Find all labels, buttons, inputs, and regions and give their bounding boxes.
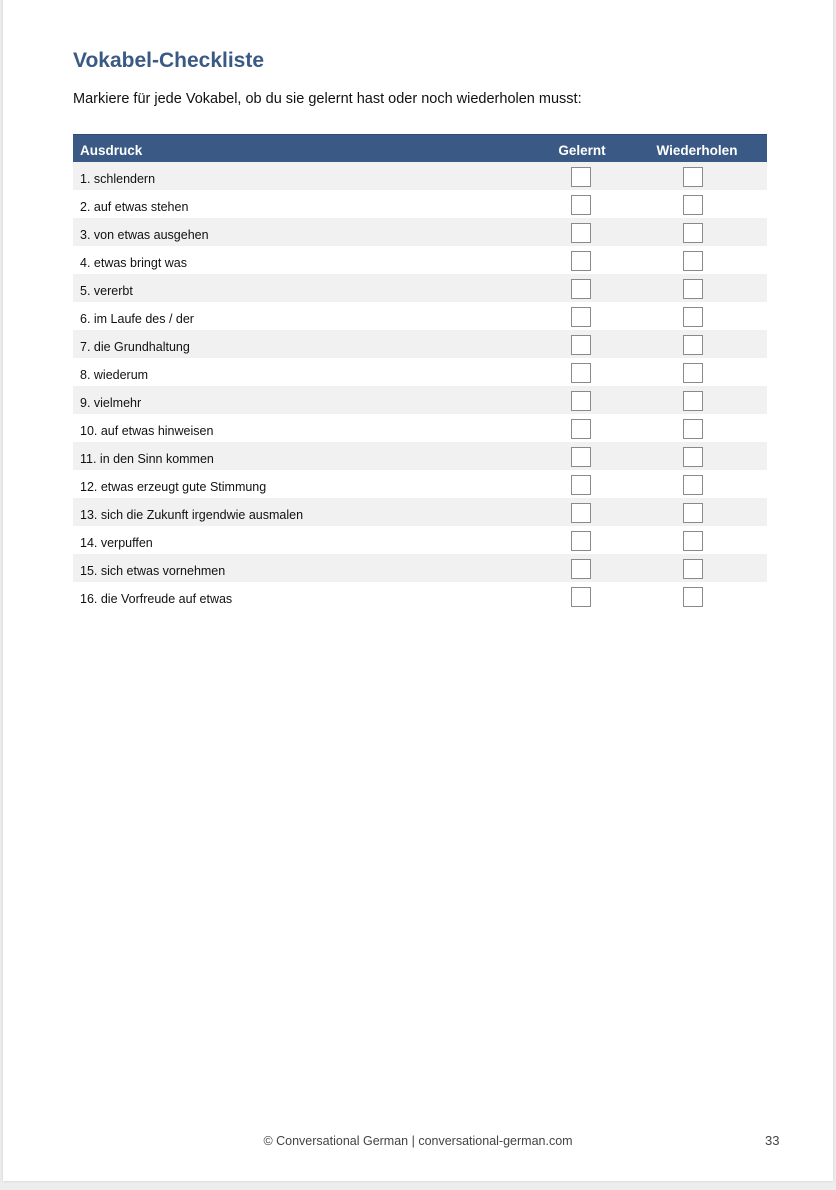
table-row — [73, 330, 767, 358]
vocabulary-term: 11. in den Sinn kommen — [80, 452, 214, 466]
review-checkbox[interactable] — [683, 419, 703, 439]
learned-checkbox[interactable] — [571, 307, 591, 327]
page-number: 33 — [765, 1133, 780, 1148]
vocabulary-term: 1. schlendern — [80, 172, 156, 186]
table-header — [73, 134, 767, 162]
table-row — [73, 470, 767, 498]
page-title: Vokabel-Checkliste — [73, 49, 265, 72]
learned-checkbox[interactable] — [571, 279, 591, 299]
learned-checkbox[interactable] — [571, 419, 591, 439]
learned-checkbox[interactable] — [571, 531, 591, 551]
review-checkbox[interactable] — [683, 195, 703, 215]
vocabulary-term: 5. vererbt — [80, 284, 133, 298]
review-checkbox[interactable] — [683, 559, 703, 579]
table-row — [73, 498, 767, 526]
learned-checkbox[interactable] — [571, 363, 591, 383]
table-row — [73, 274, 767, 302]
table-row — [73, 442, 767, 470]
header-learned: Gelernt — [558, 143, 606, 158]
learned-checkbox[interactable] — [571, 335, 591, 355]
learned-checkbox[interactable] — [571, 559, 591, 579]
header-term: Ausdruck — [80, 143, 143, 158]
review-checkbox[interactable] — [683, 307, 703, 327]
vocabulary-term: 3. von etwas ausgehen — [80, 228, 209, 242]
vocabulary-term: 13. sich die Zukunft irgendwie ausmalen — [80, 508, 304, 522]
table-row — [73, 302, 767, 330]
vocabulary-term: 9. vielmehr — [80, 396, 142, 410]
table-row — [73, 162, 767, 190]
vocabulary-term: 14. verpuffen — [80, 536, 153, 550]
learned-checkbox[interactable] — [571, 195, 591, 215]
footer-copyright: © Conversational German | conversational-german.com — [263, 1134, 573, 1148]
table-row — [73, 414, 767, 442]
review-checkbox[interactable] — [683, 335, 703, 355]
learned-checkbox[interactable] — [571, 223, 591, 243]
review-checkbox[interactable] — [683, 587, 703, 607]
review-checkbox[interactable] — [683, 503, 703, 523]
table-row — [73, 554, 767, 582]
review-checkbox[interactable] — [683, 279, 703, 299]
review-checkbox[interactable] — [683, 447, 703, 467]
table-row — [73, 526, 767, 554]
learned-checkbox[interactable] — [571, 447, 591, 467]
vocabulary-term: 15. sich etwas vornehmen — [80, 564, 226, 578]
table-row — [73, 358, 767, 386]
table-body — [73, 162, 767, 610]
table-row — [73, 582, 767, 610]
review-checkbox[interactable] — [683, 531, 703, 551]
vocabulary-term: 4. etwas bringt was — [80, 256, 187, 270]
vocabulary-term: 2. auf etwas stehen — [80, 200, 189, 214]
table-row — [73, 246, 767, 274]
learned-checkbox[interactable] — [571, 251, 591, 271]
vocabulary-term: 8. wiederum — [80, 368, 149, 382]
learned-checkbox[interactable] — [571, 587, 591, 607]
review-checkbox[interactable] — [683, 475, 703, 495]
table-row — [73, 218, 767, 246]
table-row — [73, 190, 767, 218]
review-checkbox[interactable] — [683, 363, 703, 383]
review-checkbox[interactable] — [683, 391, 703, 411]
vocabulary-term: 10. auf etwas hinweisen — [80, 424, 214, 438]
vocabulary-term: 16. die Vorfreude auf etwas — [80, 592, 233, 606]
review-checkbox[interactable] — [683, 223, 703, 243]
review-checkbox[interactable] — [683, 167, 703, 187]
table-row — [73, 386, 767, 414]
learned-checkbox[interactable] — [571, 503, 591, 523]
vocabulary-term: 6. im Laufe des / der — [80, 312, 194, 326]
vocabulary-term: 7. die Grundhaltung — [80, 340, 190, 354]
instruction-text: Markiere für jede Vokabel, ob du sie gelernt hast oder noch wiederholen musst: — [73, 91, 582, 107]
vocabulary-term: 12. etwas erzeugt gute Stimmung — [80, 480, 267, 494]
learned-checkbox[interactable] — [571, 167, 591, 187]
review-checkbox[interactable] — [683, 251, 703, 271]
header-review: Wiederholen — [656, 143, 738, 158]
learned-checkbox[interactable] — [571, 475, 591, 495]
document-page — [3, 0, 833, 1181]
vocabulary-checklist-table — [73, 134, 767, 610]
learned-checkbox[interactable] — [571, 391, 591, 411]
